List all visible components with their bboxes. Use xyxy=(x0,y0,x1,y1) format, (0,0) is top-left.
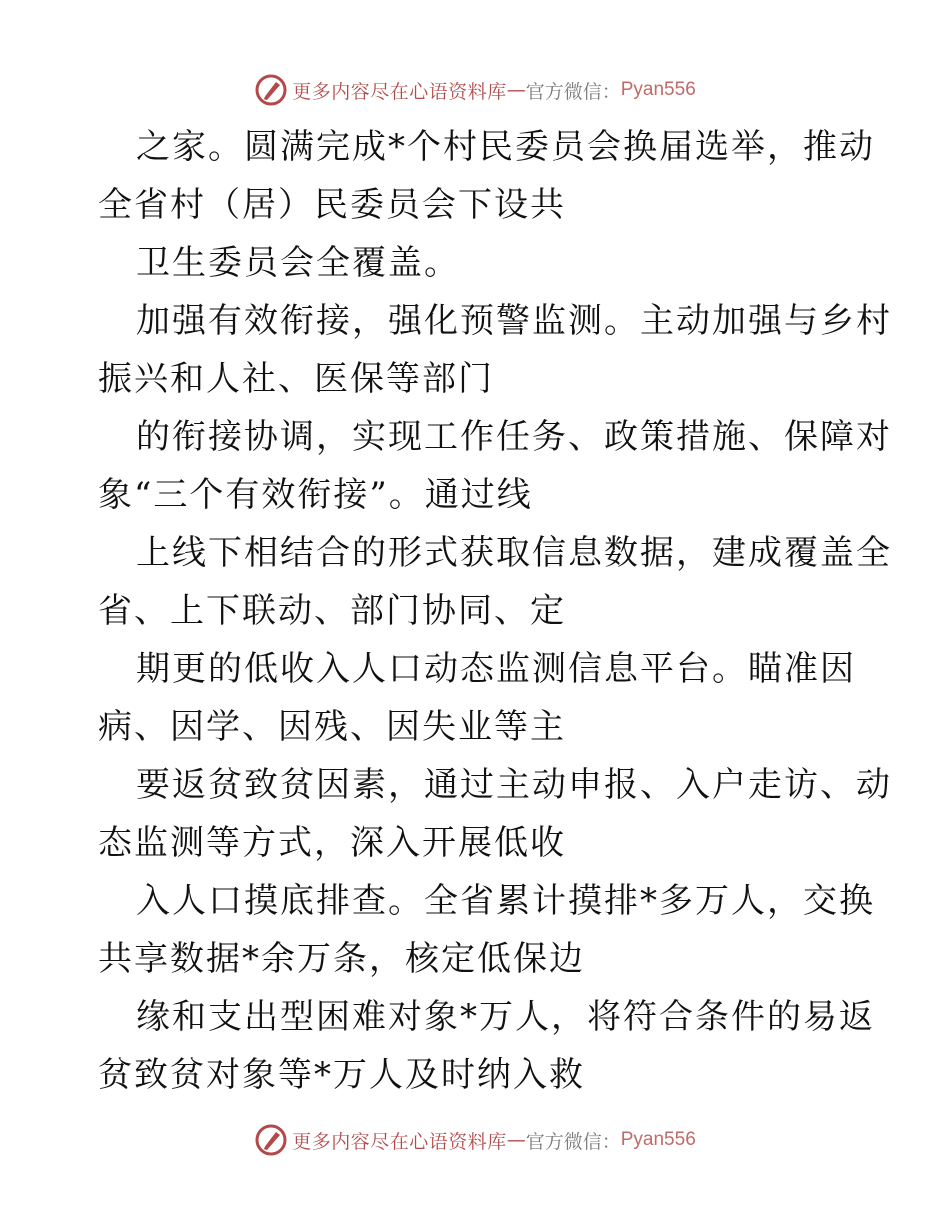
watermark-wechat-id: Pyan556 xyxy=(620,1129,696,1150)
body-line: 省、上下联动、部门协同、定 xyxy=(98,591,566,631)
footer-watermark xyxy=(0,1122,950,1158)
watermark-wechat-label: 官方微信： xyxy=(525,80,621,103)
body-line: 共享数据*余万条，核定低保边 xyxy=(98,939,585,979)
watermark-dash: — xyxy=(506,1129,526,1151)
body-line: 上线下相结合的形式获取信息数据，建成覆盖全 xyxy=(136,533,892,573)
watermark-dash: — xyxy=(506,79,526,101)
watermark-main-text: 更多内容尽在心语资料库 xyxy=(292,80,507,103)
body-line: 卫生委员会全覆盖。 xyxy=(136,243,460,283)
watermark-wechat-label: 官方微信： xyxy=(525,1130,621,1153)
body-line: 贫致贫对象等*万人及时纳入救 xyxy=(98,1055,585,1095)
body-line: 的衔接协调，实现工作任务、政策措施、保障对 xyxy=(136,417,892,457)
body-line: 全省村（居）民委员会下设共 xyxy=(98,185,566,225)
body-line: 振兴和人社、医保等部门 xyxy=(98,359,494,399)
watermark-main-text: 更多内容尽在心语资料库 xyxy=(292,1130,507,1153)
body-line: 期更的低收入人口动态监测信息平台。瞄准因 xyxy=(136,649,856,689)
body-line: 之家。圆满完成*个村民委员会换届选举，推动 xyxy=(136,127,875,167)
quill-logo-icon xyxy=(254,1123,288,1157)
quill-logo-icon xyxy=(254,73,288,107)
body-line: 入人口摸底排查。全省累计摸排*多万人，交换 xyxy=(136,881,875,921)
body-line: 要返贫致贫因素，通过主动申报、入户走访、动 xyxy=(136,765,892,805)
watermark-wechat-id: Pyan556 xyxy=(620,79,696,100)
body-line: 象“三个有效衔接”。通过线 xyxy=(98,475,533,515)
header-watermark xyxy=(0,72,950,108)
document-body xyxy=(98,118,892,1104)
body-line: 缘和支出型困难对象*万人，将符合条件的易返 xyxy=(136,997,875,1037)
body-line: 态监测等方式，深入开展低收 xyxy=(98,823,566,863)
body-line: 加强有效衔接，强化预警监测。主动加强与乡村 xyxy=(136,301,892,341)
body-line: 病、因学、因残、因失业等主 xyxy=(98,707,566,747)
